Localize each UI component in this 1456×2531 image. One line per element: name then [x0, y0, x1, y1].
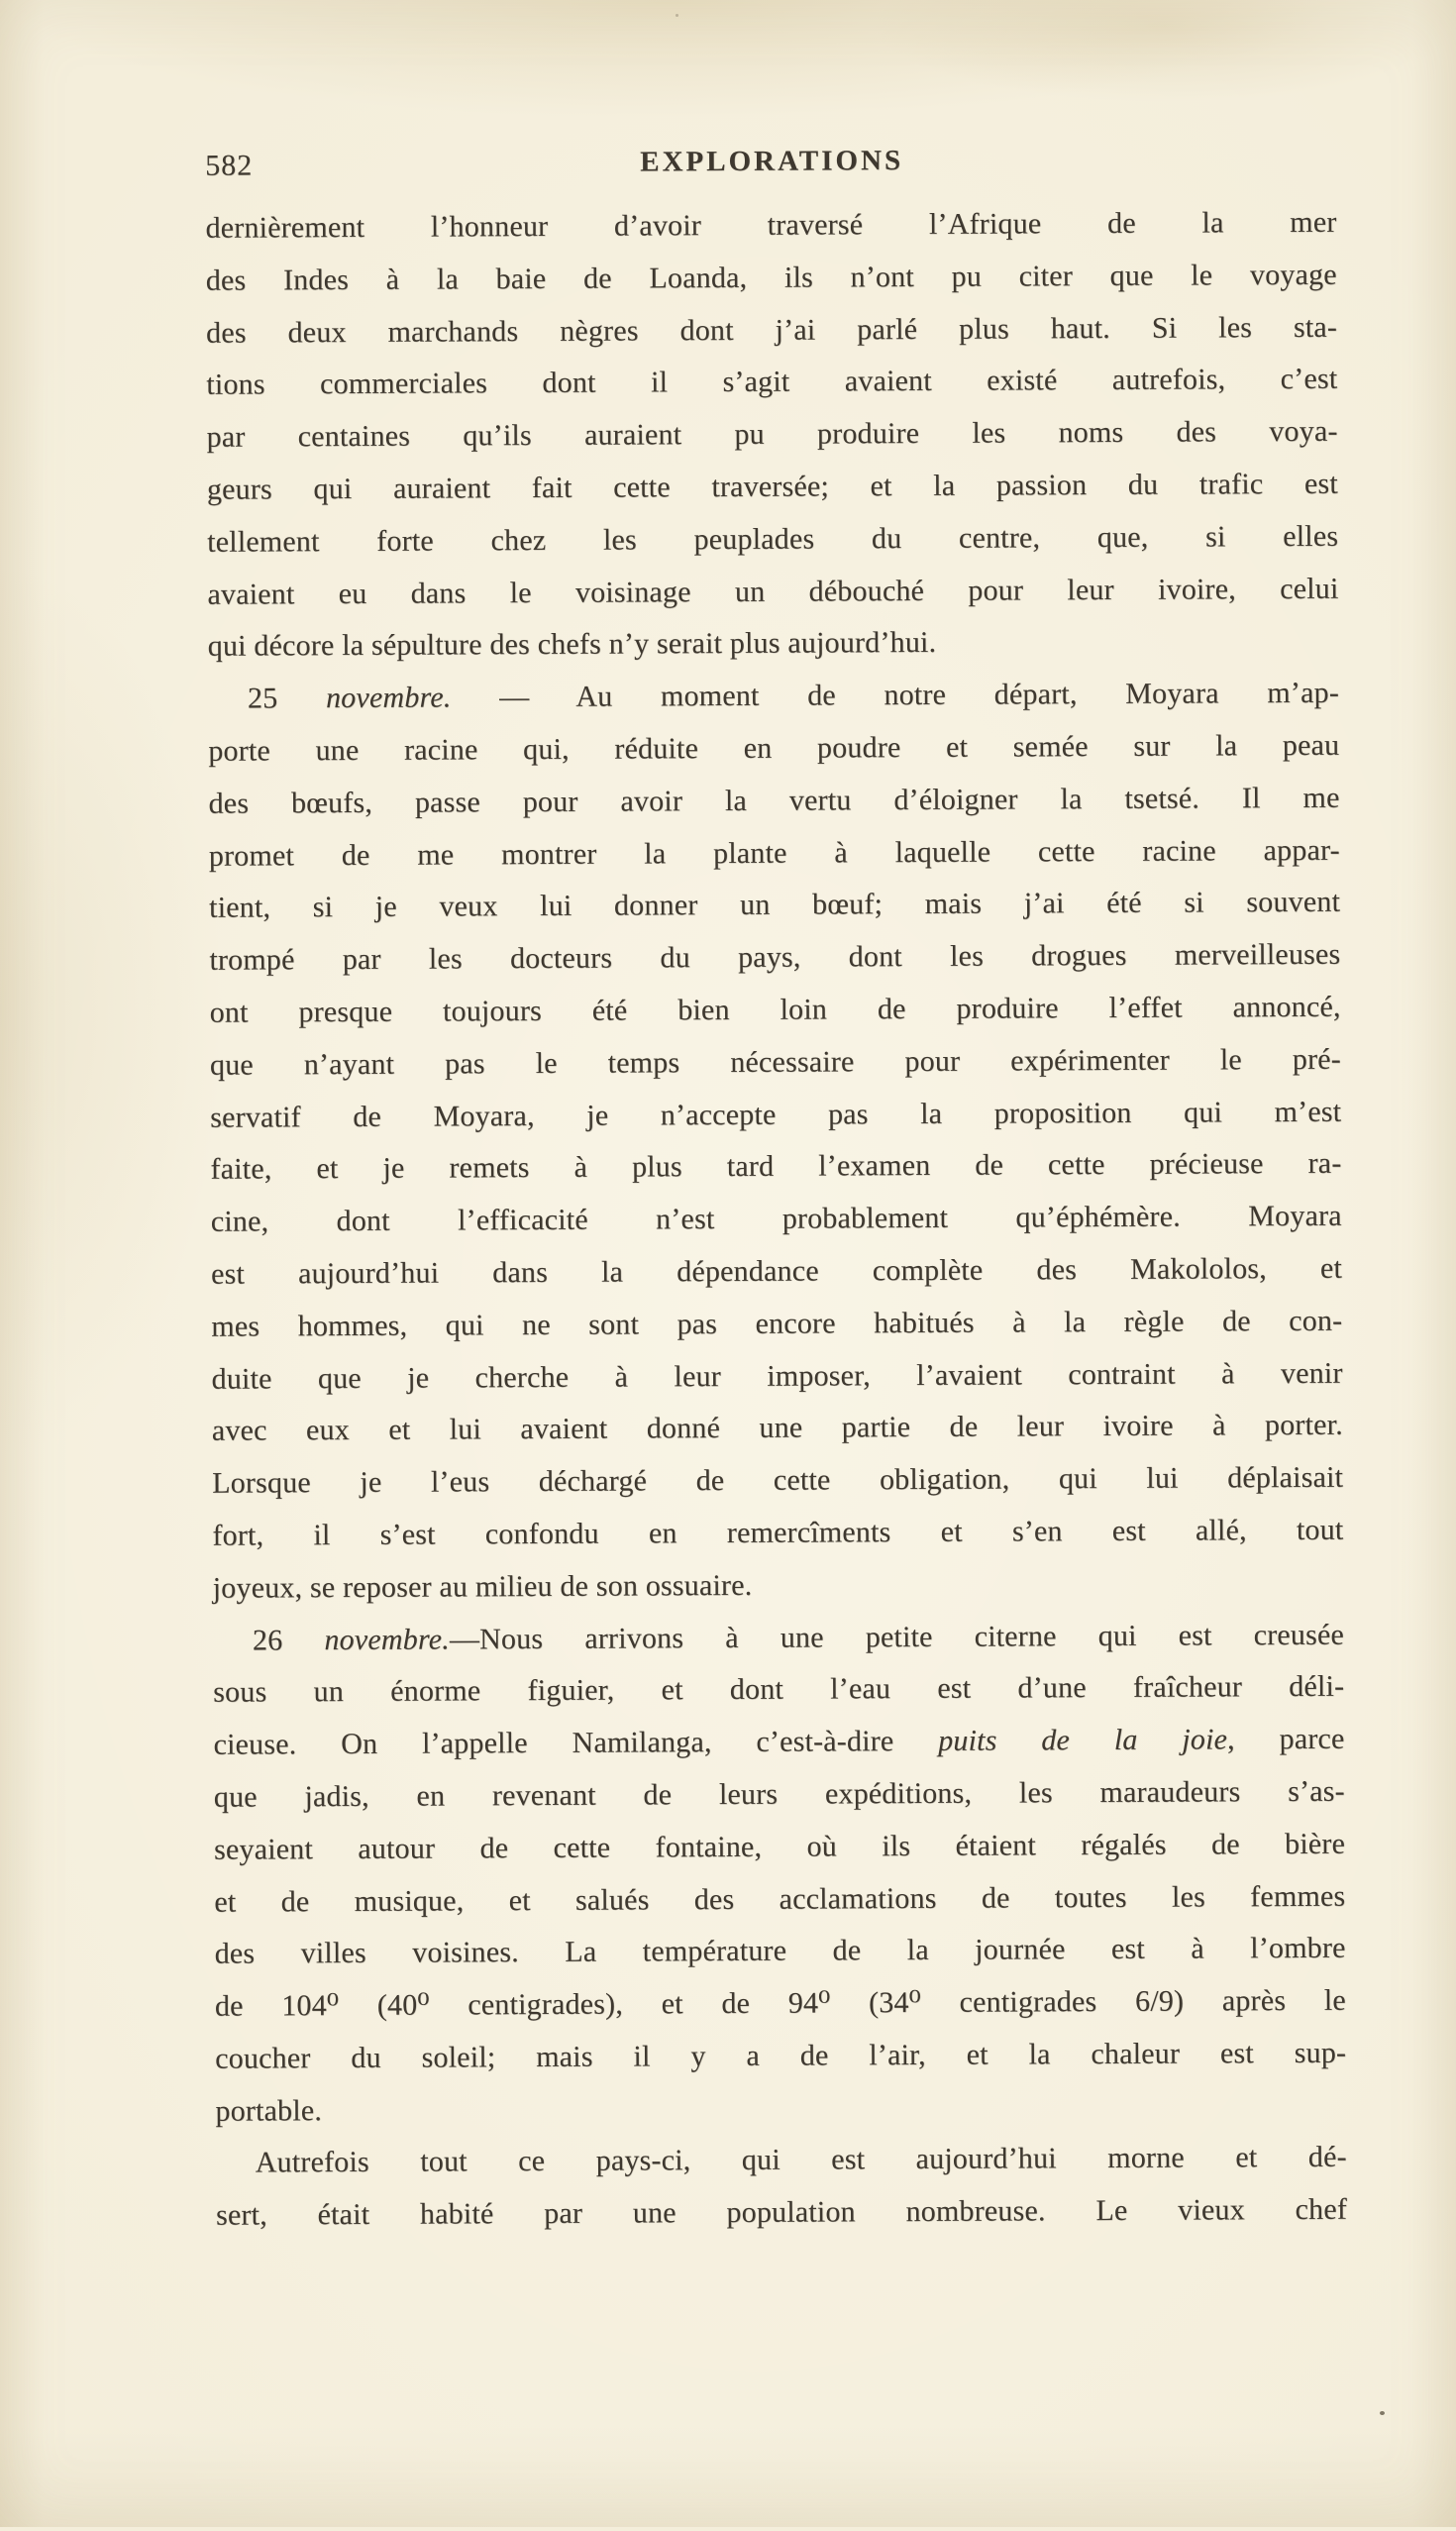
text-segment: geurs qui auraient fait cette traversée; et la passion du trafic est — [206, 467, 1338, 506]
text-segment: seyaient autour de cette fontaine, où ils étaient régalés de bière — [214, 1827, 1346, 1866]
text-segment: des bœufs, passe pour avoir la vertu d’éloigner la tsetsé. Il me — [208, 781, 1340, 820]
text-segment: que jadis, en revenant de leurs expéditions, les maraudeurs s’as- — [213, 1774, 1345, 1814]
text-line — [206, 301, 1337, 360]
text-line — [209, 824, 1340, 883]
text-segment: tient, si je veux lui donner un bœuf; mais j’ai été si souvent — [209, 886, 1341, 925]
text-segment: cine, dont l’efficacité n’est probablement qu’éphémère. Moyara — [210, 1199, 1342, 1238]
text-line — [208, 773, 1339, 831]
text-line — [215, 2079, 1346, 2138]
text-line — [207, 563, 1338, 621]
text-segment: —Nous arrivons à une petite citerne qui est creusée — [449, 1618, 1345, 1655]
text-line — [214, 1818, 1345, 1876]
text-segment: joyeux, se reposer au milieu de son ossuaire. — [212, 1568, 753, 1605]
text-segment: tellement forte chez les peuplades du centre, que, si elles — [207, 519, 1339, 559]
text-segment: dernièrement l’honneur d’avoir traversé l’Afrique de la mer — [205, 205, 1337, 245]
text-segment: sert, était habité par une population nombreuse. Le vieux chef — [215, 2193, 1348, 2233]
text-segment: 25 — [247, 682, 327, 715]
italic-text-segment: novembre. — [325, 681, 452, 715]
text-line — [216, 2184, 1347, 2243]
text-line — [209, 877, 1340, 935]
paper-speck — [221, 1123, 224, 1126]
text-line — [212, 1452, 1343, 1511]
text-line — [214, 1766, 1345, 1825]
text-segment: tions commerciales dont il s’agit avaient existé autrefois, c’est — [206, 363, 1338, 402]
text-segment: par centaines qu’ils auraient pu produire les noms des voya- — [206, 414, 1338, 454]
text-line — [211, 1191, 1342, 1249]
text-segment: des Indes à la baie de Loanda, ils n’ont pu citer que le voyage — [205, 258, 1337, 297]
text-segment: faite, et je remets à plus tard l’examen de cette précieuse ra- — [210, 1147, 1342, 1187]
text-line — [206, 406, 1337, 465]
text-line — [209, 929, 1340, 988]
italic-text-segment: novembre. — [324, 1622, 451, 1656]
text-line — [208, 615, 1339, 674]
text-line — [213, 1661, 1344, 1720]
text-segment: portable. — [215, 2093, 323, 2128]
italic-text-segment: puits de la joie — [938, 1723, 1228, 1758]
text-segment: des deux marchands nègres dont j’ai parlé plus haut. Si les sta- — [205, 310, 1338, 350]
text-line — [215, 1923, 1346, 1981]
text-segment: 26 — [252, 1623, 325, 1657]
text-segment: promet de me montrer la plante à laquelle cette racine appar- — [208, 833, 1340, 873]
text-segment: mes hommes, qui ne sont pas encore habitués à la règle de con- — [211, 1304, 1343, 1343]
paper-speck — [676, 14, 678, 17]
text-line — [216, 2132, 1347, 2190]
text-line — [212, 1400, 1343, 1458]
text-segment: trompé par les docteurs du pays, dont les drogues merveilleuses — [209, 937, 1341, 977]
text-segment: servatif de Moyara, je n’accepte pas la proposition qui m’est — [210, 1095, 1342, 1134]
text-line — [208, 668, 1339, 726]
text-line — [207, 459, 1338, 517]
text-segment: , parce — [1227, 1722, 1345, 1756]
text-segment: est aujourd’hui dans la dépendance complète des Makololos, et — [210, 1251, 1343, 1291]
text-segment: de 104⁰ (40⁰ centigrades), et de 94⁰ (34⁰ centigrades 6/9) après le — [214, 1983, 1346, 2023]
text-segment: Autrefois tout ce pays-ci, qui est aujourd’hui morne et dé- — [255, 2141, 1347, 2179]
text-segment: que n’ayant pas le temps nécessaire pour expérimenter le pré- — [209, 1042, 1342, 1082]
text-segment: Lorsque je l’eus déchargé de cette obligation, qui lui déplaisait — [212, 1460, 1344, 1500]
text-segment: avaient eu dans le voisinage un débouché pour leur ivoire, celui — [207, 572, 1339, 611]
text-segment: avec eux et lui avaient donné une partie de leur ivoire à porter. — [211, 1409, 1343, 1448]
text-segment: et de musique, et salués des acclamations de toutes les femmes — [214, 1879, 1346, 1919]
body-text — [205, 197, 1347, 2243]
running-title: EXPLORATIONS — [640, 145, 904, 178]
text-line — [211, 1347, 1342, 1406]
text-segment: duite que je cherche à leur imposer, l’avaient contraint à venir — [211, 1356, 1343, 1396]
text-segment: qui décore la sépulture des chefs n’y serait plus aujourd’hui. — [207, 626, 937, 664]
text-line — [212, 1505, 1343, 1563]
text-line — [210, 982, 1341, 1040]
text-segment: des villes voisines. La température de la journée est à l’ombre — [214, 1932, 1346, 1971]
text-segment: porte une racine qui, réduite en poudre et semée sur la peau — [208, 728, 1340, 768]
text-line — [205, 197, 1336, 256]
text-line — [206, 354, 1337, 412]
text-line — [214, 1870, 1345, 1929]
text-line — [211, 1295, 1342, 1353]
text-line — [211, 1243, 1342, 1302]
page-number: 582 — [205, 149, 254, 182]
text-segment: coucher du soleil; mais il y a de l’air, et la chaleur est sup- — [215, 2036, 1347, 2075]
text-segment: — Au moment de notre départ, Moyara m’ap- — [451, 676, 1340, 714]
text-line — [215, 1975, 1346, 2034]
text-line — [206, 250, 1337, 308]
text-segment: cieuse. On l’appelle Namilanga, c’est-à-dire — [213, 1725, 939, 1761]
text-line — [208, 720, 1339, 779]
text-line — [210, 1086, 1341, 1144]
text-segment: fort, il s’est confondu en remercîments et s’en est allé, tout — [212, 1513, 1344, 1552]
text-line — [207, 511, 1338, 570]
text-line — [213, 1714, 1344, 1772]
text-segment: ont presque toujours été bien loin de produire l’effet annoncé, — [209, 990, 1341, 1029]
text-segment: sous un énorme figuier, et dont l’eau est d’une fraîcheur déli- — [213, 1670, 1345, 1710]
text-line — [213, 1609, 1344, 1667]
text-line — [215, 2028, 1346, 2086]
text-line — [210, 1034, 1341, 1093]
text-line — [213, 1556, 1344, 1615]
paper-speck — [1380, 2411, 1385, 2415]
text-line — [210, 1138, 1341, 1197]
